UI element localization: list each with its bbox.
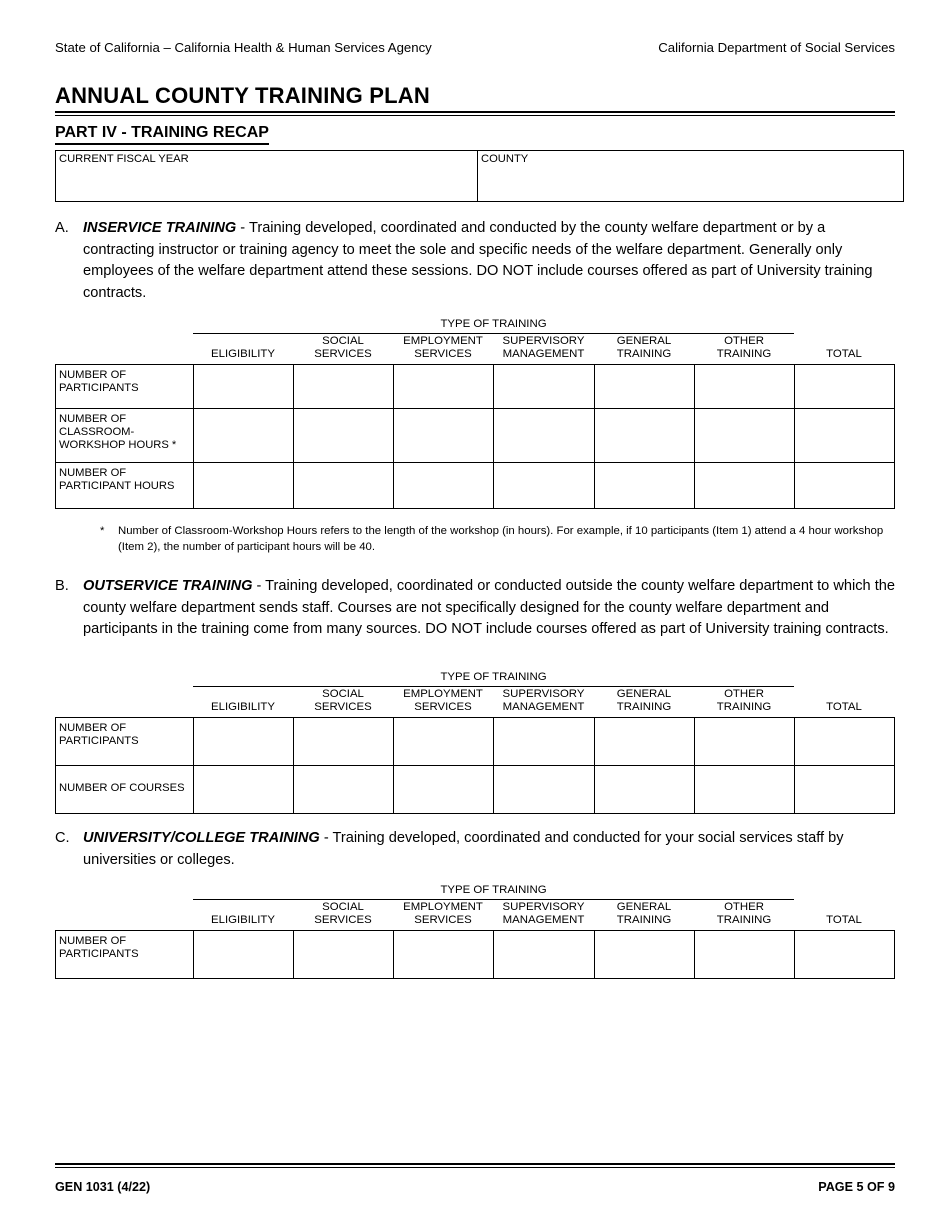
- footnote-marker: *: [100, 525, 105, 537]
- col-head-line1: GENERAL: [616, 688, 672, 700]
- cell-total[interactable]: [795, 365, 895, 409]
- section-c-body: [55, 828, 895, 871]
- section-c-text: [83, 828, 895, 871]
- col-head-line2: TRAINING: [716, 701, 772, 713]
- section-c-term: UNIVERSITY/COLLEGE TRAINING: [83, 830, 320, 846]
- cell-supervisory-management[interactable]: [494, 766, 595, 814]
- col-head-line2: SERVICES: [314, 348, 372, 360]
- col-head-line2: TOTAL: [826, 348, 862, 360]
- column-header-eligibility-b: [193, 701, 293, 714]
- column-header-employment-services-a: [393, 335, 493, 361]
- cell-social-services[interactable]: [294, 931, 394, 979]
- column-header-social-services-b: [293, 688, 393, 714]
- col-head-line1: EMPLOYMENT: [403, 335, 483, 347]
- cell-general-training[interactable]: [595, 463, 695, 509]
- col-head-line1: SOCIAL: [322, 901, 364, 913]
- section-b-body: [55, 576, 895, 641]
- training-table-c: [55, 930, 895, 979]
- footer-divider: [55, 1163, 895, 1168]
- section-b-term: OUTSERVICE TRAINING: [83, 578, 253, 594]
- table-row: [56, 409, 895, 463]
- page-number: PAGE 5 OF 9: [818, 1180, 895, 1194]
- section-a-term: INSERVICE TRAINING: [83, 220, 237, 236]
- cell-other-training[interactable]: [695, 463, 795, 509]
- cell-social-services[interactable]: [294, 766, 394, 814]
- cell-supervisory-management[interactable]: [494, 365, 595, 409]
- col-head-line1: EMPLOYMENT: [403, 688, 483, 700]
- county-label: COUNTY: [481, 153, 529, 165]
- cell-other-training[interactable]: [695, 931, 795, 979]
- type-of-training-label-b: TYPE OF TRAINING: [440, 671, 547, 683]
- cell-supervisory-management[interactable]: [494, 409, 595, 463]
- cell-social-services[interactable]: [294, 718, 394, 766]
- column-header-other-training-b: [694, 688, 794, 714]
- page-title: ANNUAL COUNTY TRAINING PLAN: [55, 83, 430, 108]
- cell-general-training[interactable]: [595, 409, 695, 463]
- cell-total[interactable]: [795, 409, 895, 463]
- column-header-other-training-c: [694, 901, 794, 927]
- column-header-general-training-c: [594, 901, 694, 927]
- table-row: [56, 931, 895, 979]
- type-of-training-rule-c: [193, 899, 794, 900]
- col-head-line1: SOCIAL: [322, 688, 364, 700]
- col-head-line2: SERVICES: [314, 701, 372, 713]
- row-label-participant-hours-a: NUMBER OF PARTICIPANT HOURS: [56, 463, 194, 509]
- col-head-line2: TOTAL: [826, 914, 862, 926]
- agency-name-right: California Department of Social Services: [658, 40, 895, 55]
- type-of-training-label-c: TYPE OF TRAINING: [440, 884, 547, 896]
- col-head-line2: MANAGEMENT: [502, 701, 585, 713]
- training-table-b: [55, 717, 895, 814]
- section-b-description: - Training developed, coordinated or conducted outside the county welfare department to which the county welfare department sends staff. Courses are not specifically designed for the county welfare department and participants in the training come from many sources. DO NOT include courses offered as part of University training contracts.: [83, 578, 895, 637]
- cell-eligibility[interactable]: [194, 365, 294, 409]
- cell-other-training[interactable]: [695, 409, 795, 463]
- col-head-line1: OTHER: [724, 688, 764, 700]
- column-header-supervisory-management-c: [493, 901, 594, 927]
- document-title-block: [55, 84, 895, 116]
- county-cell[interactable]: [478, 151, 904, 202]
- cell-general-training[interactable]: [595, 718, 695, 766]
- row-label-classroom-workshop-hours-a: NUMBER OF CLASSROOM-WORKSHOP HOURS *: [56, 409, 194, 463]
- cell-eligibility[interactable]: [194, 931, 294, 979]
- title-divider: [55, 111, 895, 116]
- col-head-line2: MANAGEMENT: [502, 348, 585, 360]
- col-head-line1: OTHER: [724, 901, 764, 913]
- column-header-supervisory-management-b: [493, 688, 594, 714]
- cell-general-training[interactable]: [595, 365, 695, 409]
- form-number: GEN 1031 (4/22): [55, 1180, 151, 1194]
- cell-supervisory-management[interactable]: [494, 718, 595, 766]
- col-head-line1: SUPERVISORY: [502, 688, 585, 700]
- document-footer: [55, 1180, 895, 1195]
- col-head-line2: ELIGIBILITY: [211, 701, 275, 713]
- row-label-number-of-participants-b: NUMBER OF PARTICIPANTS: [56, 718, 194, 766]
- section-a-letter: A.: [55, 220, 69, 236]
- col-head-line2: TOTAL: [826, 701, 862, 713]
- cell-total[interactable]: [795, 463, 895, 509]
- col-head-line2: TRAINING: [716, 914, 772, 926]
- cell-eligibility[interactable]: [194, 718, 294, 766]
- cell-employment-services[interactable]: [394, 463, 494, 509]
- row-label-number-of-courses-b: NUMBER OF COURSES: [56, 766, 194, 814]
- column-header-general-training-a: [594, 335, 694, 361]
- cell-employment-services[interactable]: [394, 718, 494, 766]
- col-head-line1: OTHER: [724, 335, 764, 347]
- section-b-text: [83, 576, 895, 641]
- cell-supervisory-management[interactable]: [494, 931, 595, 979]
- training-table-a: [55, 364, 895, 509]
- row-label-number-of-participants-a: NUMBER OF PARTICIPANTS: [56, 365, 194, 409]
- column-headers-c: [55, 901, 895, 927]
- table-row: [56, 718, 895, 766]
- training-grid-b: [55, 671, 895, 811]
- current-fiscal-year-label: CURRENT FISCAL YEAR: [59, 153, 189, 165]
- agency-name-left: State of California – California Health & Human Services Agency: [55, 40, 432, 55]
- training-grid-a: [55, 318, 895, 508]
- section-b-letter: B.: [55, 578, 69, 594]
- cell-social-services[interactable]: [294, 365, 394, 409]
- cell-general-training[interactable]: [595, 766, 695, 814]
- cell-employment-services[interactable]: [394, 766, 494, 814]
- cell-social-services[interactable]: [294, 409, 394, 463]
- section-c-description: - Training developed, coordinated and conducted for your social services staff by universities or colleges.: [83, 830, 844, 868]
- cell-eligibility[interactable]: [194, 766, 294, 814]
- col-head-line1: SUPERVISORY: [502, 335, 585, 347]
- section-c: [55, 828, 895, 871]
- col-head-line2: TRAINING: [616, 701, 672, 713]
- column-header-total-b: [794, 701, 894, 714]
- column-header-social-services-c: [293, 901, 393, 927]
- table-row: [56, 151, 904, 202]
- col-head-line2: SERVICES: [414, 914, 472, 926]
- column-header-total-a: [794, 348, 894, 361]
- column-header-eligibility-c: [193, 914, 293, 927]
- table-row: [56, 766, 895, 814]
- col-head-line1: GENERAL: [616, 901, 672, 913]
- col-head-line1: EMPLOYMENT: [403, 901, 483, 913]
- col-head-line1: GENERAL: [616, 335, 672, 347]
- column-header-other-training-a: [694, 335, 794, 361]
- cell-social-services[interactable]: [294, 463, 394, 509]
- section-a-description: - Training developed, coordinated and conducted by the county welfare department or by a contracting instructor or training agency to meet the sole and specific needs of the welfare department. Generally only employees of the welfare department attend these sessions. DO NOT include courses offered as part of University training contracts.: [83, 220, 873, 301]
- col-head-line1: SUPERVISORY: [502, 901, 585, 913]
- col-head-line2: ELIGIBILITY: [211, 914, 275, 926]
- col-head-line2: SERVICES: [414, 701, 472, 713]
- cell-total[interactable]: [795, 718, 895, 766]
- column-headers-b: [55, 688, 895, 714]
- identification-table: [55, 150, 904, 202]
- cell-employment-services[interactable]: [394, 931, 494, 979]
- col-head-line2: TRAINING: [616, 914, 672, 926]
- col-head-line2: TRAINING: [716, 348, 772, 360]
- current-fiscal-year-cell[interactable]: [56, 151, 478, 202]
- footnote-classroom-workshop-hours: [100, 523, 890, 555]
- cell-other-training[interactable]: [695, 718, 795, 766]
- type-of-training-label-a: TYPE OF TRAINING: [440, 318, 547, 330]
- row-label-number-of-participants-c: NUMBER OF PARTICIPANTS: [56, 931, 194, 979]
- footnote-text: Number of Classroom-Workshop Hours refers to the length of the workshop (in hours). For example, if 10 participants (Item 1) attend a 4 hour workshop (Item 2), the number of participant hours will be 40.: [118, 525, 884, 553]
- column-header-eligibility-a: [193, 348, 293, 361]
- cell-general-training[interactable]: [595, 931, 695, 979]
- cell-supervisory-management[interactable]: [494, 463, 595, 509]
- col-head-line1: SOCIAL: [322, 335, 364, 347]
- document-running-header: [55, 40, 895, 56]
- section-a-body: [55, 218, 895, 304]
- column-header-total-c: [794, 914, 894, 927]
- type-of-training-rule-a: [193, 333, 794, 334]
- cell-eligibility[interactable]: [194, 409, 294, 463]
- cell-eligibility[interactable]: [194, 463, 294, 509]
- section-a: [55, 218, 895, 304]
- column-header-social-services-a: [293, 335, 393, 361]
- cell-other-training[interactable]: [695, 365, 795, 409]
- column-header-general-training-b: [594, 688, 694, 714]
- table-row: [56, 463, 895, 509]
- column-header-employment-services-b: [393, 688, 493, 714]
- cell-total[interactable]: [795, 931, 895, 979]
- training-grid-c: [55, 884, 895, 984]
- cell-employment-services[interactable]: [394, 365, 494, 409]
- column-headers-a: [55, 335, 895, 361]
- col-head-line2: MANAGEMENT: [502, 914, 585, 926]
- column-header-employment-services-c: [393, 901, 493, 927]
- table-row: [56, 365, 895, 409]
- cell-total[interactable]: [795, 766, 895, 814]
- col-head-line2: TRAINING: [616, 348, 672, 360]
- section-b: [55, 576, 895, 641]
- section-a-text: [83, 218, 895, 304]
- cell-employment-services[interactable]: [394, 409, 494, 463]
- type-of-training-rule-b: [193, 686, 794, 687]
- col-head-line2: SERVICES: [414, 348, 472, 360]
- part-heading: PART IV - TRAINING RECAP: [55, 123, 269, 145]
- col-head-line2: ELIGIBILITY: [211, 348, 275, 360]
- column-header-supervisory-management-a: [493, 335, 594, 361]
- col-head-line2: SERVICES: [314, 914, 372, 926]
- section-c-letter: C.: [55, 830, 70, 846]
- cell-other-training[interactable]: [695, 766, 795, 814]
